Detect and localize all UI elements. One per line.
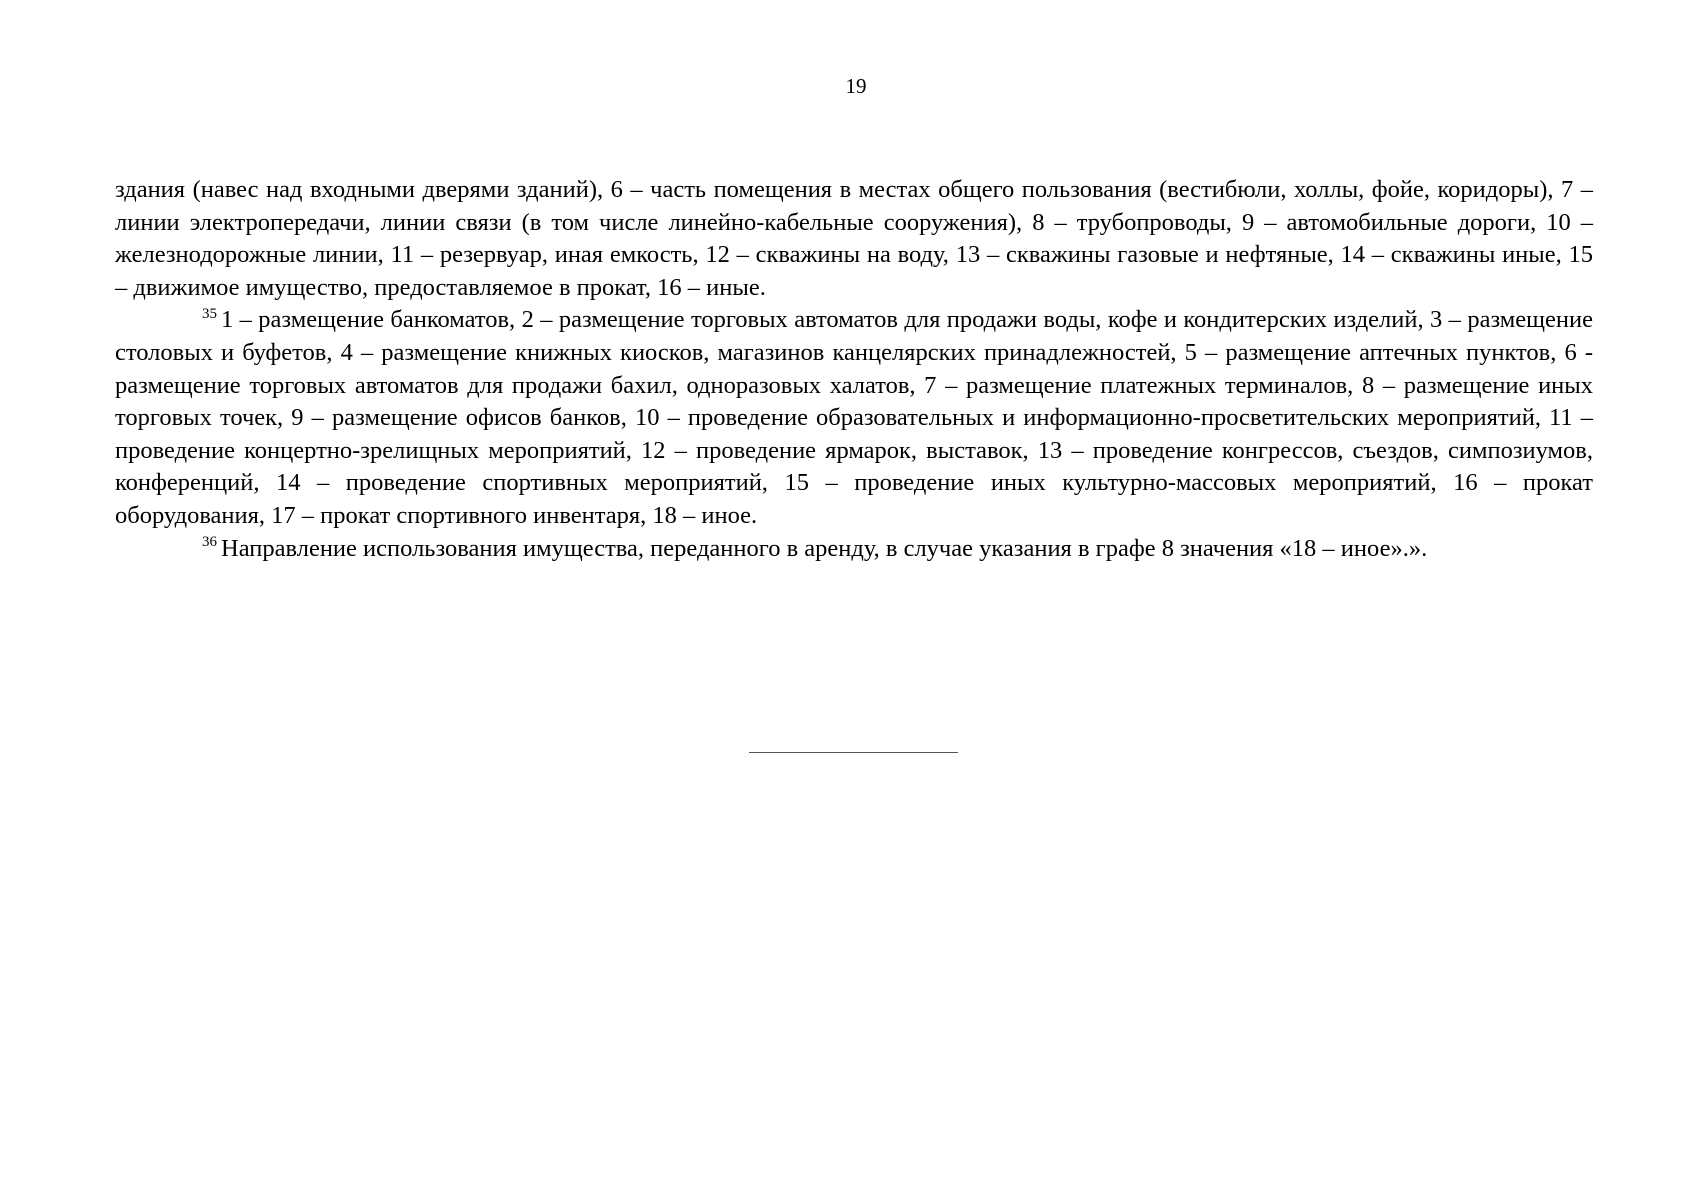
page-number: 19 xyxy=(845,74,867,98)
footnote-35 xyxy=(115,304,1593,532)
footnote-text: 1 – размещение банкоматов, 2 – размещение торговых автоматов для продажи воды, кофе и кондитерских изделий, 3 – размещение столовых и буфетов, 4 – размещение книжных киосков, магазинов канцелярских принадлежностей, 5 – размещение аптечных пунктов, 6 - размещение торговых автоматов для продажи бахил, одноразовых халатов, 7 – размещение платежных терминалов, 8 – размещение иных торговых точек, 9 – размещение офисов банков, 10 – проведение образовательных и информационно-просветительских мероприятий, 11 – проведение концертно-зрелищных мероприятий, 12 – проведение ярмарок, выставок, 13 – проведение конгрессов, съездов, симпозиумов, конференций, 14 – проведение спортивных мероприятий, 15 – проведение иных культурно-массовых мероприятий, 16 – прокат оборудования, 17 – прокат спортивного инвентаря, 18 – иное. xyxy=(115,306,1593,529)
continuation-paragraph: здания (навес над входными дверями зданий), 6 – часть помещения в местах общего пользования (вестибюли, холлы, фойе, коридоры), 7 – линии электропередачи, линии связи (в том числе линейно-кабельные сооружения), 8 – трубопроводы, 9 – автомобильные дороги, 10 – железнодорожные линии, 11 – резервуар, иная емкость, 12 – скважины на воду, 13 – скважины газовые и нефтяные, 14 – скважины иные, 15 – движимое имущество, предоставляемое в прокат, 16 – иные. xyxy=(115,176,1593,301)
footnote-marker: 35 xyxy=(202,306,217,323)
document-body xyxy=(115,174,1593,565)
footnote-36 xyxy=(115,533,1593,566)
end-separator-line xyxy=(749,752,958,753)
footnote-marker: 36 xyxy=(202,534,217,551)
footnote-text: Направление использования имущества, переданного в аренду, в случае указания в графе 8 значения «18 – иное».». xyxy=(221,534,1428,562)
